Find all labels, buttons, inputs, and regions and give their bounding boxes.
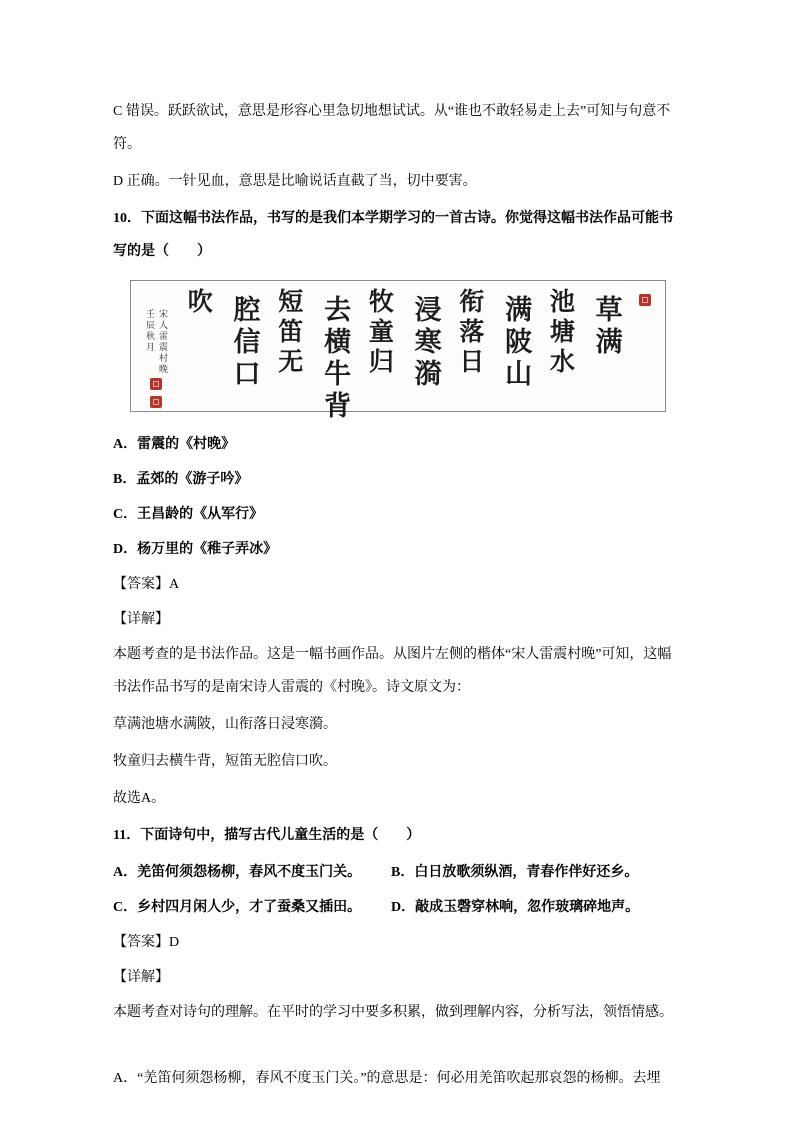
q10-option-c: C．王昌龄的《从军行》: [113, 507, 264, 522]
seal-stamp-icon: [150, 378, 162, 390]
analysis-line-c: C 错误。跃跃欲试，意思是形容心里急切地想试试。从“谁也不敢轻易走上去”可知与句意不符。: [113, 104, 671, 152]
calligraphy-column: 腔信口: [228, 295, 260, 391]
q11-options-row-1: [113, 856, 683, 889]
q10-analysis-paragraph: 本题考查的是书法作品。这是一幅书画作品。从图片左侧的楷体“宋人雷震村晚”可知，这幅书法作品书写的是南宋诗人雷震的《村晚》。诗文原文为：: [113, 647, 672, 695]
answer-label: 【答案】: [113, 935, 169, 950]
question-10-stem: 10．下面这幅书法作品，书写的是我们本学期学习的一首古诗。你觉得这幅书法作品可能书写的是（ ）: [113, 211, 673, 259]
q10-answer-line: [113, 568, 683, 601]
q10-poem-line-2: 牧童归去横牛背，短笛无腔信口吹。: [113, 754, 337, 769]
q11-answer-line: [113, 926, 683, 959]
seal-stamp-icon: [639, 294, 651, 306]
q11-options-row-2: [113, 891, 683, 924]
page-content: [113, 95, 683, 1099]
calligraphy-artwork: [130, 280, 666, 423]
calligraphy-inscription: 壬辰秋月: [145, 309, 155, 353]
q10-option-a: A．雷震的《村晚》: [113, 437, 236, 452]
calligraphy-column: 衔落日: [455, 288, 485, 378]
calligraphy-column: 池塘水: [546, 288, 576, 378]
q11-answer-value: D: [169, 935, 180, 950]
calligraphy-column: 吹: [184, 288, 214, 318]
analysis-line-d: D 正确。一针见血，意思是比喻说话直截了当，切中要害。: [113, 174, 477, 189]
calligraphy-column: 浸寒漪: [409, 295, 441, 391]
q11-option-d: D．敲成玉磬穿林响，忽作玻璃碎地声。: [391, 900, 640, 915]
calligraphy-column: 牧童归: [365, 288, 395, 378]
calligraphy-column: 满陂山: [500, 295, 532, 391]
q11-analysis-paragraph-1: 本题考查对诗句的理解。在平时的学习中要多积累，做到理解内容，分析写法，领悟情感。: [113, 1005, 673, 1020]
q10-conclusion: 故选A。: [113, 791, 166, 806]
question-11-stem: 11．下面诗句中，描写古代儿童生活的是（ ）: [113, 828, 421, 843]
q10-detail-label: 【详解】: [113, 612, 169, 627]
calligraphy-inscription: 宋人雷震村晚: [158, 309, 168, 375]
q11-analysis-paragraph-2: A．“羌笛何须怨杨柳，春风不度玉门关。”的意思是：何必用羌笛吹起那哀怨的杨柳。去埋: [113, 1071, 661, 1086]
seal-stamp-icon: [150, 396, 162, 408]
q11-option-c: C．乡村四月闲人少，才了蚕桑又插田。: [113, 900, 362, 915]
calligraphy-inscription-group: [145, 309, 167, 411]
q10-option-b: B．孟郊的《游子吟》: [113, 472, 249, 487]
calligraphy-column: 草满: [590, 295, 622, 359]
q10-option-d: D．杨万里的《稚子弄冰》: [113, 542, 278, 557]
calligraphy-column: 去横牛背: [319, 295, 351, 423]
q11-option-b: B．白日放歌须纵酒，青春作伴好还乡。: [391, 865, 639, 880]
q10-answer-value: A: [169, 577, 180, 592]
answer-label: 【答案】: [113, 577, 169, 592]
q11-detail-label: 【详解】: [113, 970, 169, 985]
q11-option-a: A．羌笛何须怨杨柳，春风不度玉门关。: [113, 865, 362, 880]
q10-poem-line-1: 草满池塘水满陂，山衔落日浸寒漪。: [113, 717, 337, 732]
calligraphy-right-seal-wrap: [639, 291, 651, 309]
calligraphy-column: 短笛无: [274, 288, 304, 378]
calligraphy-inscription-row: [145, 309, 167, 375]
